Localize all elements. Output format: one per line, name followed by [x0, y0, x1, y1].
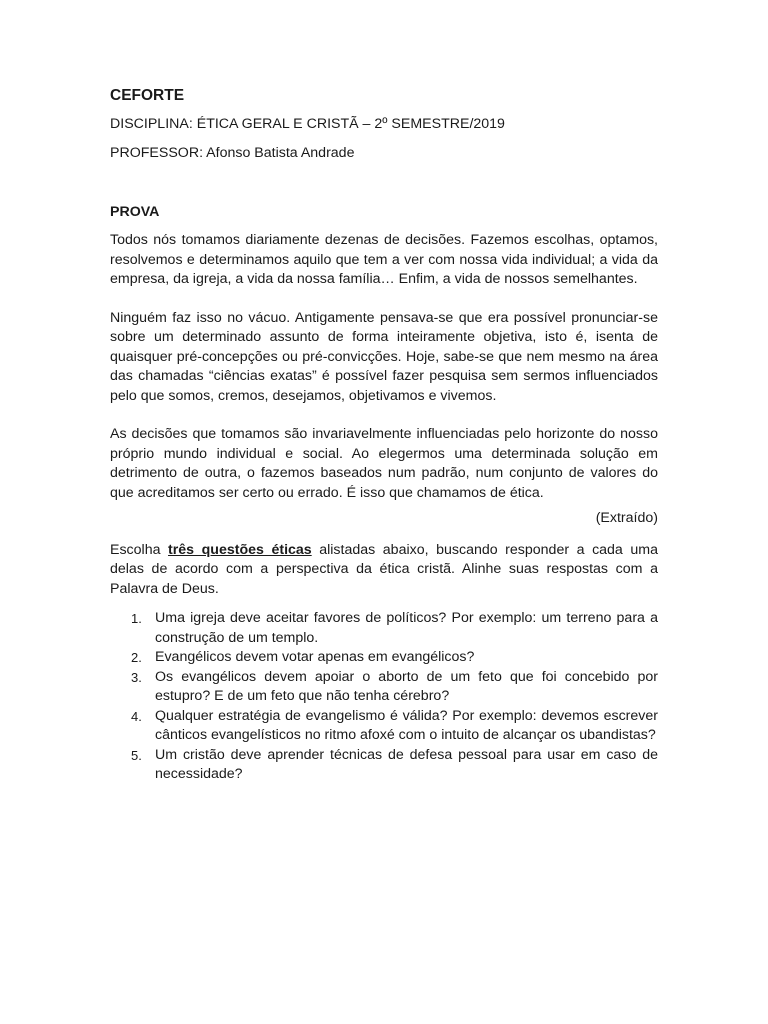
- question-number: 3.: [131, 669, 142, 685]
- questions-list: [110, 609, 658, 785]
- question-item: [131, 609, 658, 648]
- question-item: [131, 707, 658, 746]
- source-note: (Extraído): [595, 510, 658, 526]
- intro-paragraph-1: Todos nós tomamos diariamente dezenas de decisões. Fazemos escolhas, optamos, resolvemos e determinamos aquilo que tem a ver com nossa vida individual; a vida da empresa, da igreja, a vida da nossa família… Enfim, a vida de nossos semelhantes.: [110, 232, 658, 287]
- question-text: Os evangélicos devem apoiar o aborto de um feto que foi concebido por estupro? E de um feto que não tenha cérebro?: [155, 668, 658, 704]
- question-number: 1.: [131, 611, 142, 626]
- discipline-line: DISCIPLINA: ÉTICA GERAL E CRISTÃ – 2º SEMESTRE/2019: [110, 115, 505, 132]
- instructions-text-after: alistadas abaixo, buscando responder a cada uma delas de acordo com a perspectiva da ética cristã. Alinhe suas respostas com a Palavra de Deus.: [110, 541, 658, 597]
- question-item: [131, 746, 658, 785]
- question-text: Evangélicos devem votar apenas em evangélicos?: [155, 649, 475, 665]
- professor-line: PROFESSOR: Afonso Batista Andrade: [110, 145, 355, 161]
- intro-paragraph-3: As decisões que tomamos são invariavelmente influenciadas pelo horizonte do nosso próprio mundo individual e social. Ao elegermos uma determinada solução em detrimento de outra, o fazemos baseados num padrão, num conjunto de valores do que acreditamos ser certo ou errado. É isso que chamamos de ética.: [110, 426, 658, 501]
- document-page: [110, 86, 658, 785]
- institution-name: CEFORTE: [110, 87, 185, 104]
- question-number: 2.: [131, 650, 142, 665]
- question-text: Qualquer estratégia de evangelismo é válida? Por exemplo: devemos escrever cânticos evangelísticos no ritmo afoxé com o intuito de alcançar os ubandistas?: [155, 707, 658, 743]
- question-text: Um cristão deve aprender técnicas de defesa pessoal para usar em caso de necessidade?: [155, 746, 658, 782]
- question-item: [131, 648, 658, 668]
- instructions-emphasis: três questões éticas: [168, 541, 312, 558]
- instructions-text-before: Escolha: [110, 541, 169, 558]
- instructions-paragraph: [110, 541, 658, 600]
- exam-title: PROVA: [110, 203, 160, 220]
- question-item: [131, 668, 658, 707]
- question-number: 5.: [131, 747, 142, 763]
- intro-paragraph-2: Ninguém faz isso no vácuo. Antigamente pensava-se que era possível pronunciar-se sobre um determinado assunto de forma inteiramente objetiva, isto é, isenta de quaisquer pré-concepções ou pré-convicções. Hoje, sabe-se que nem mesmo na área das chamadas “ciências exatas” é possível fazer pesquisa sem sermos influenciados pelo que somos, cremos, desejamos, objetivamos e vivemos.: [110, 309, 658, 404]
- question-number: 4.: [131, 708, 142, 724]
- question-text: Uma igreja deve aceitar favores de políticos? Por exemplo: um terreno para a construção de um templo.: [155, 610, 658, 646]
